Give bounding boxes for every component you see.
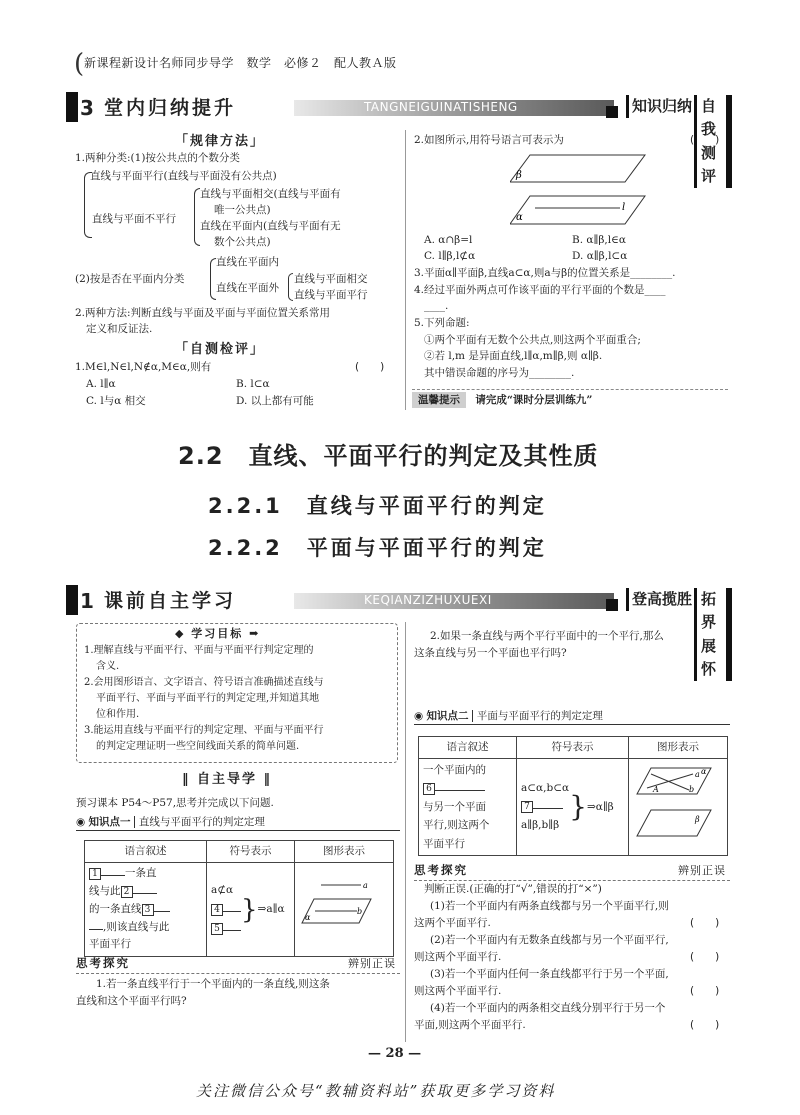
option-d: D. 以上都有可能 (236, 395, 314, 407)
table-header: 图形表示 (629, 737, 728, 759)
option-c: C. l∥β,l⊄α (424, 250, 476, 262)
kp-label: 知识点一 (88, 816, 131, 828)
blank-number: 4 (211, 904, 223, 916)
brace-icon (288, 273, 293, 301)
question-5-answer: 其中错误命题的序号为________. (424, 367, 575, 379)
table-header: 语言叙述 (419, 737, 517, 759)
question-4: 4.经过平面外两点可作该平面的平行平面的个数是____ (414, 284, 666, 296)
think-row-2 (414, 862, 730, 881)
judge-label: 辨别正误 (348, 957, 396, 970)
text-fragment: 平面平行 (423, 837, 465, 850)
brace-icon (84, 172, 92, 238)
bar-title: 堂内归纳提升 (104, 97, 237, 119)
goal-3: 3.能运用直线与平面平行的判定定理、平面与平面平行 (84, 725, 324, 736)
option-d: D. α∥β,l⊂α (572, 250, 628, 262)
text-line: 直线与平面不平行 (92, 213, 176, 225)
goal-2-cont: 位和作用. (96, 709, 140, 720)
judge-item-1-cont: 这两个平面平行. (414, 917, 491, 929)
text-line: 数个公共点) (214, 236, 271, 248)
line-plane-figure (299, 877, 379, 937)
bar-block (66, 92, 78, 122)
judge-item-4: (4)若一个平面内的两条相交直线分别平行于另一个 (430, 1002, 666, 1014)
option-a: A. α∩β=l (424, 234, 473, 246)
judge-label: 辨别正误 (678, 864, 726, 877)
think-question-2-cont: 这条直线与另一个平面也平行吗? (414, 647, 567, 659)
theorem-table-2 (418, 736, 728, 856)
think-row-1 (76, 955, 400, 974)
bar-tag-2: 拓界展怀 (694, 588, 732, 681)
fig-label-b: b (689, 785, 695, 795)
answer-paren: ( ) (690, 951, 720, 963)
brace-icon (194, 188, 200, 246)
judge-item-3-cont: 则这两个平面平行. (414, 985, 502, 997)
statement-2: ②若 l,m 是异面直线,l∥α,m∥β,则 α∥β. (424, 350, 603, 362)
chapter-title: 2.2 直线、平面平行的判定及其性质 (178, 442, 599, 470)
tip-label: 温馨提示 (412, 392, 466, 408)
text-fragment: 线与此 (89, 884, 121, 897)
section-rule-method: 「规律方法」 (175, 134, 266, 149)
fig-label-alpha: α (701, 767, 707, 777)
figure-cell (629, 759, 728, 856)
judge-item-1: (1)若一个平面内有两条直线都与另一个平面平行,则 (430, 900, 669, 912)
fig-label-A: A (653, 785, 659, 795)
brace-icon: } (569, 789, 587, 823)
symbol-conclusion: ⇒a∥α (257, 903, 285, 916)
text-fragment: 一条直 (125, 867, 157, 879)
answer-paren: ( ) (690, 1019, 720, 1031)
text-line: 直线与平面平行(直线与平面没有公共点) (90, 170, 277, 182)
page-number: — 28 — (368, 1046, 422, 1061)
text-line: (2)按是否在平面内分类 (75, 273, 185, 285)
answer-paren: ( ) (355, 361, 385, 373)
table-header: 图形表示 (295, 841, 394, 863)
bar-tag-1: 知识归纳 (626, 95, 692, 118)
fig-label-b: b (357, 906, 363, 916)
question-1: 1.M∈l,N∈l,N∉α,M∈α,则有 (75, 361, 212, 373)
judge-instructions: 判断正误.(正确的打“√”,错误的打“×”) (424, 883, 602, 895)
text-fragment: 的一条直线 (89, 902, 142, 915)
option-a: A. l∥α (86, 378, 116, 390)
text-line: 直线在平面内 (216, 256, 279, 268)
bar-block (66, 585, 78, 615)
statement-cell (85, 863, 207, 957)
answer-paren: ( ) (690, 917, 720, 929)
answer-paren: ( ) (690, 985, 720, 997)
text-line: 直线与平面相交(直线与平面有 (200, 188, 341, 200)
column-divider (405, 130, 406, 410)
blank-number: 5 (211, 923, 223, 935)
column-divider (405, 622, 406, 1042)
bar-tag-1: 登高揽胜 (626, 588, 692, 611)
tip-text: 请完成“课时分层训练九” (475, 394, 593, 406)
fig-label-beta: β (695, 815, 700, 825)
think-question-1: 1.若一条直线平行于一个平面内的一条直线,则这条 (96, 978, 330, 990)
text-line: 定义和反证法. (86, 323, 153, 335)
blank-number: 7 (521, 801, 533, 813)
bar-tag-2: 自我测评 (694, 95, 732, 188)
tip-row (412, 389, 728, 408)
text-line: 直线与平面相交 (294, 273, 368, 285)
figure-label-beta: β (516, 170, 522, 181)
text-line: 唯一公共点) (214, 204, 271, 216)
symbol-conclusion: ⇒α∥β (586, 800, 614, 813)
fig-label-alpha: α (305, 912, 311, 922)
blank-number: 1 (89, 868, 101, 880)
bar-square-icon (606, 599, 618, 611)
judge-item-2: (2)若一个平面内有无数条直线都与另一个平面平行, (430, 934, 669, 946)
plane-plane-figure (633, 762, 717, 846)
figure-label-alpha: α (516, 212, 523, 223)
symbol-cell (207, 863, 295, 957)
preview-text: 预习课本 P54～P57,思考并完成以下问题. (76, 797, 274, 809)
goal-2-cont: 平面平行、平面与平面平行的判定定理,并知道其地 (96, 693, 320, 704)
section-title-2: 2.2.2 平面与平面平行的判定 (208, 536, 547, 560)
kp-title: 直线与平面平行的判定定理 (134, 816, 265, 828)
fig-label-a: a (363, 880, 368, 890)
table-header: 语言叙述 (85, 841, 207, 863)
bar-number: 3 (80, 96, 94, 120)
judge-item-2-cont: 则这两个平面平行. (414, 951, 502, 963)
text-line: 直线在平面外 (216, 282, 279, 294)
kp-label: 知识点二 (426, 710, 469, 722)
blank-number: 2 (121, 886, 133, 898)
self-study-heading: ‖ 自主导学 ‖ (182, 772, 273, 787)
kp-bullet-icon: ◉ (76, 816, 86, 828)
table-header: 符号表示 (207, 841, 295, 863)
goal-1: 1.理解直线与平面平行、平面与平面平行判定定理的 (84, 645, 314, 656)
text-fragment: ,则该直线与此 (103, 920, 170, 933)
think-label: 思考探究 (414, 863, 468, 877)
question-2: 2.如图所示,用符号语言可表示为 (414, 134, 564, 146)
section-self-test: 「自测检评」 (175, 342, 266, 357)
text-line: 直线与平面平行 (294, 289, 368, 301)
footer-note: 关注微信公众号“教辅资料站”获取更多学习资料 (196, 1082, 556, 1100)
bar-pinyin: KEQIANZIZHUXUEXI (364, 593, 492, 607)
option-b: B. α∥β,l∈α (572, 234, 626, 246)
section-title-1: 2.2.1 直线与平面平行的判定 (208, 494, 547, 518)
text-fragment: 平行,则这两个 (423, 819, 490, 832)
kp-bullet-icon: ◉ (414, 710, 424, 722)
statement-cell (419, 759, 517, 856)
blank-number: 3 (142, 904, 154, 916)
think-label: 思考探究 (76, 956, 130, 970)
goal-3-cont: 的判定定理证明一些空间线面关系的简单问题. (96, 741, 300, 752)
symbol-text: a⊄α (211, 884, 234, 897)
bar-title: 课前自主学习 (104, 590, 237, 612)
symbol-text: a⊂α,b⊂α (521, 781, 570, 794)
bar-number: 1 (80, 589, 94, 613)
think-question-2: 2.如果一条直线与两个平行平面中的一个平行,那么 (430, 630, 664, 642)
figure-cell (295, 863, 394, 957)
bar-pinyin: TANGNEIGUINATISHENG (364, 100, 518, 114)
knowledge-point-1 (76, 814, 400, 831)
goal-2: 2.会用图形语言、文字语言、符号语言准确描述直线与 (84, 677, 324, 688)
text-fragment: 平面平行 (89, 938, 131, 951)
text-fragment: 一个平面内的 (423, 764, 486, 776)
text-line: 2.两种方法:判断直线与平面及平面与平面位置关系常用 (75, 307, 331, 319)
text-fragment: 与另一个平面 (423, 800, 486, 813)
question-4-cont: ____. (424, 300, 449, 312)
fig-label-a: a (695, 770, 700, 780)
statement-1: ①两个平面有无数个公共点,则这两个平面重合; (424, 334, 641, 346)
goal-1-cont: 含义. (96, 661, 120, 672)
question-3: 3.平面α∥平面β,直线a⊂α,则a与β的位置关系是________. (414, 267, 676, 279)
question-5: 5.下列命题: (414, 317, 470, 329)
text-line: 1.两种分类:(1)按公共点的个数分类 (75, 152, 240, 164)
kp-title: 平面与平面平行的判定定理 (472, 710, 603, 722)
answer-paren: ( ) (690, 134, 720, 146)
planes-figure (510, 150, 650, 230)
theorem-table-1 (84, 840, 394, 957)
brace-icon: } (241, 894, 258, 925)
bar-square-icon (606, 106, 618, 118)
option-c: C. l与α 相交 (86, 395, 146, 407)
option-b: B. l⊂α (236, 378, 270, 390)
text-line: 直线在平面内(直线与平面有无 (200, 220, 341, 232)
knowledge-point-2 (414, 708, 730, 725)
symbol-cell (517, 759, 629, 856)
table-header: 符号表示 (517, 737, 629, 759)
symbol-text: a∥β,b∥β (521, 819, 560, 832)
judge-item-4-cont: 平面,则这两个平面平行. (414, 1019, 526, 1031)
figure-label-l: l (622, 202, 626, 213)
judge-item-3: (3)若一个平面内任何一条直线都平行于另一个平面, (430, 968, 669, 980)
think-question-1-cont: 直线和这个平面平行吗? (76, 995, 187, 1007)
book-header: 新课程新设计名师同步导学 数学 必修２ 配人教Ａ版 (84, 56, 397, 70)
blank-number: 6 (423, 783, 435, 795)
header-brace: ( (74, 49, 85, 79)
goals-heading: ◆ 学习目标 ➡ (175, 627, 261, 640)
